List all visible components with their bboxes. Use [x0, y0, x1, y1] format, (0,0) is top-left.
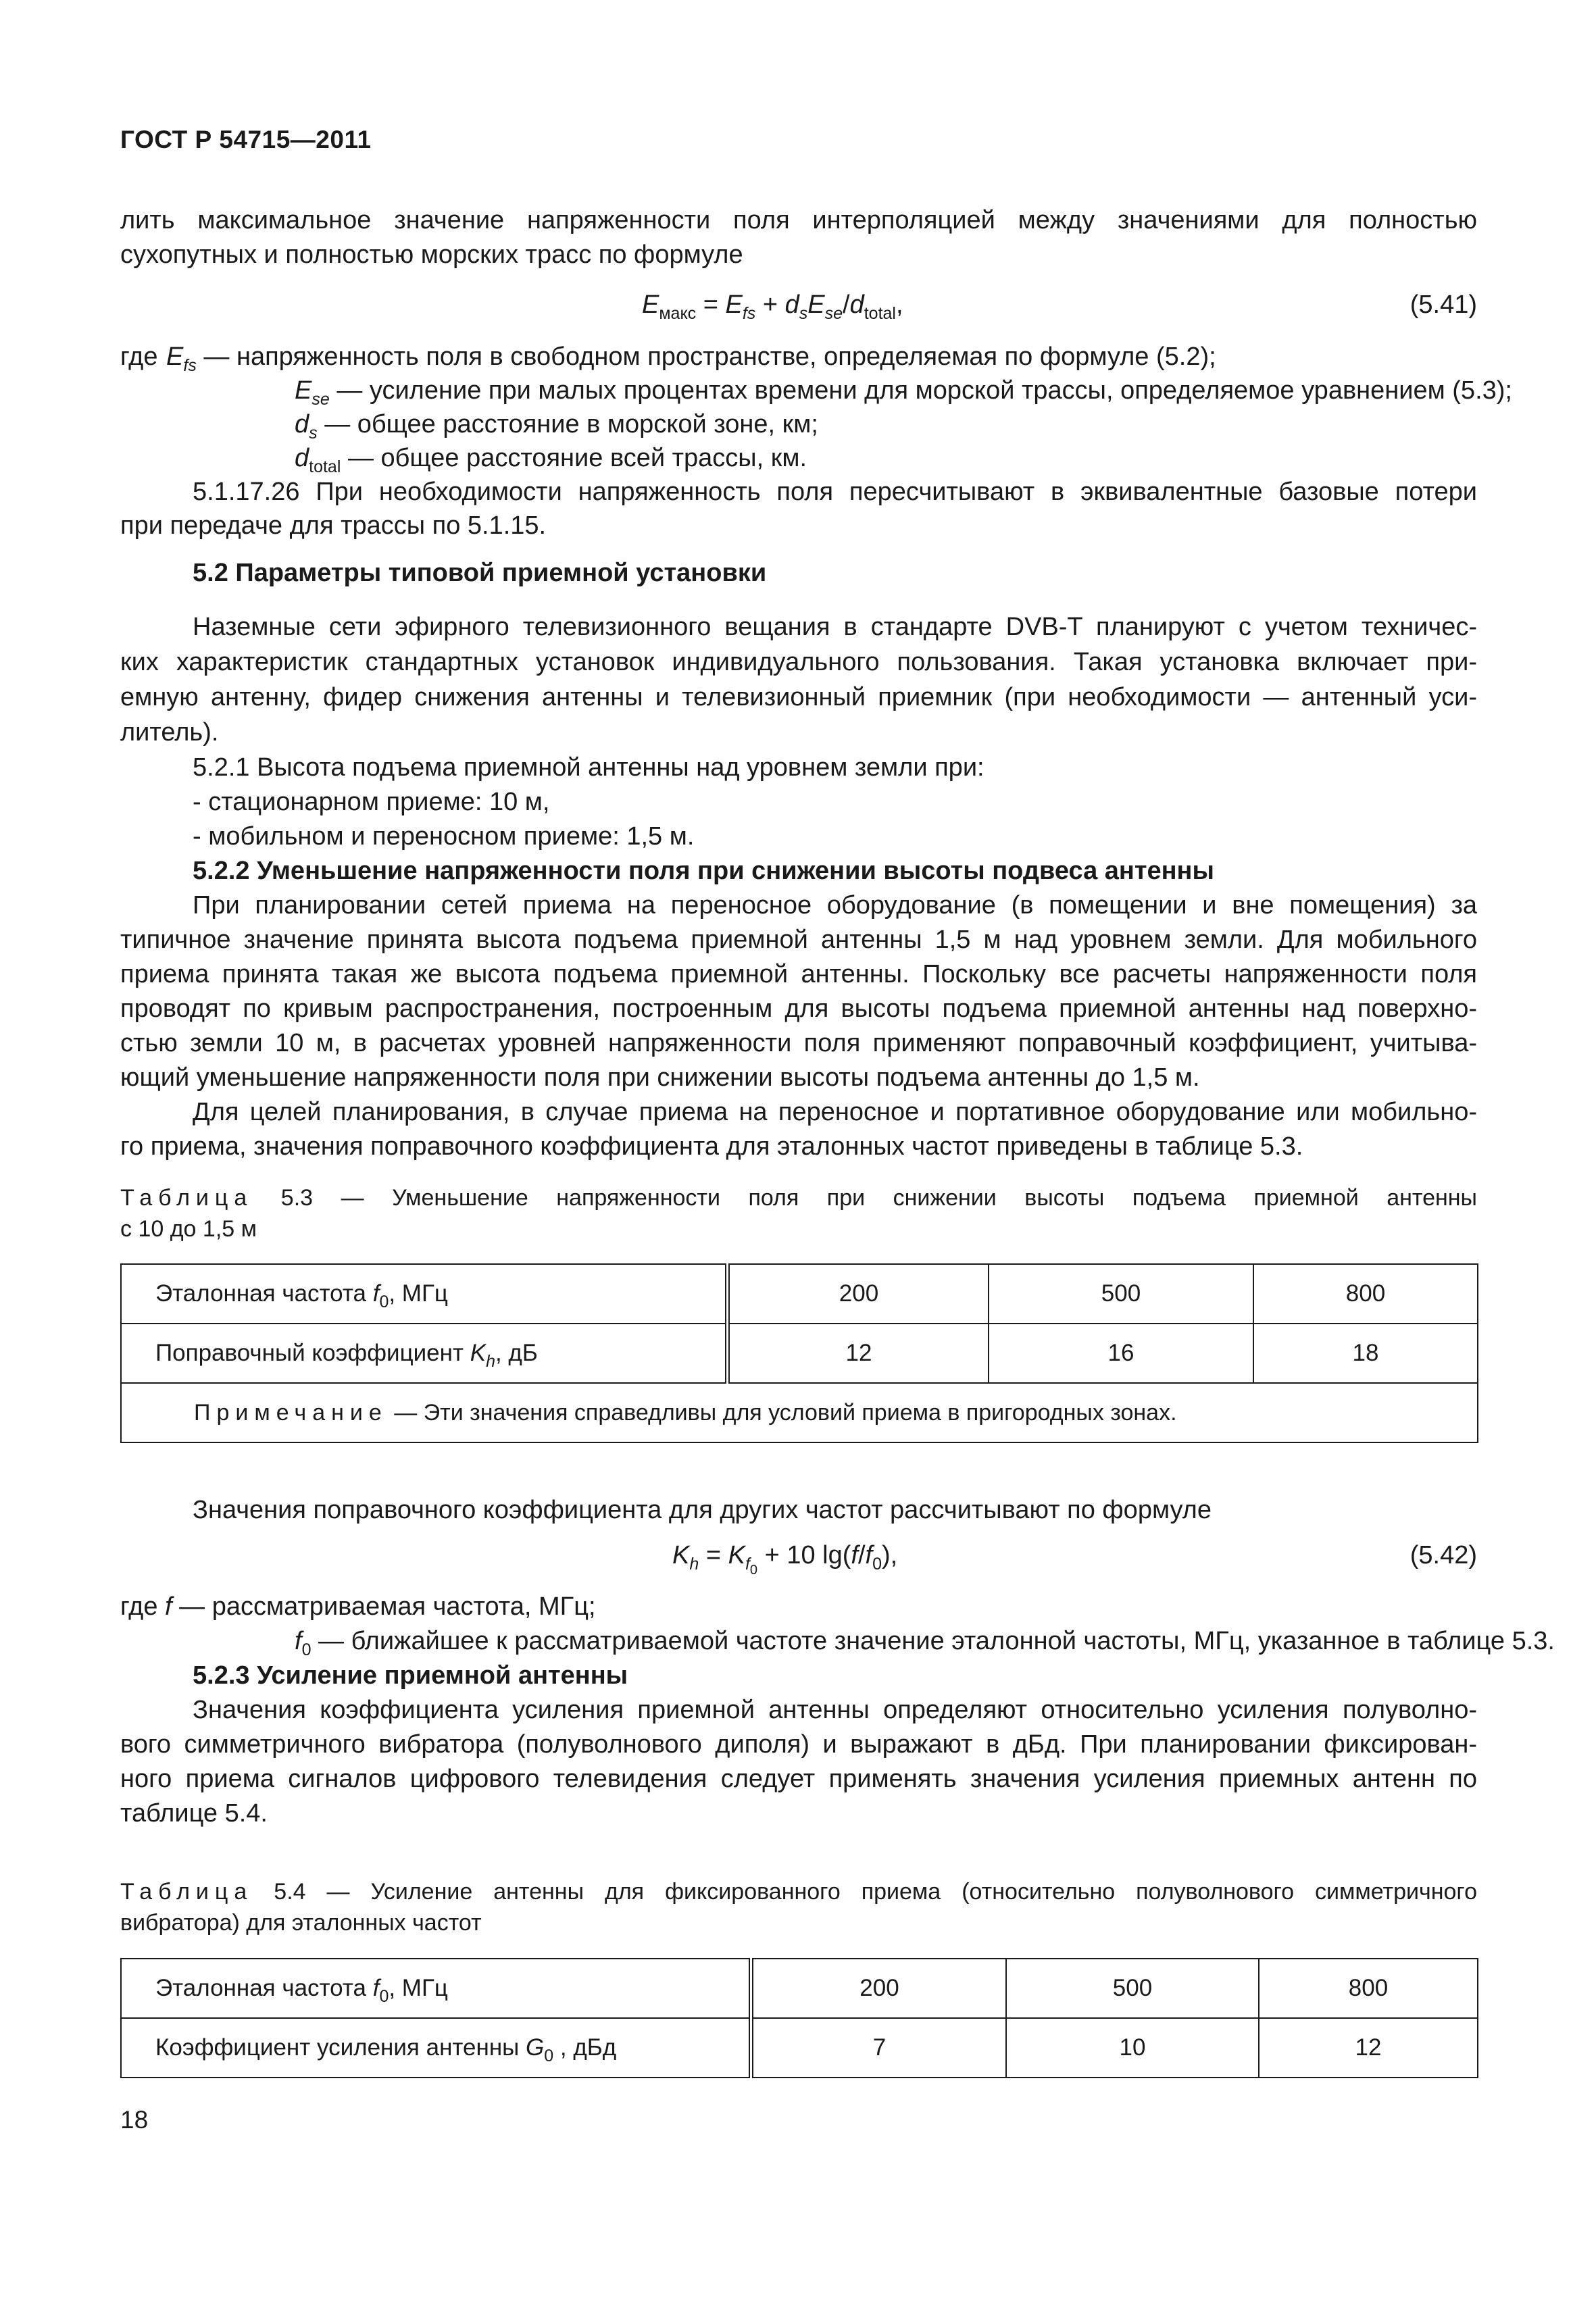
table-cell: 7 [751, 2018, 1007, 2078]
paragraph-line: Значения поправочного коэффициента для других частот рассчитывают по формуле [193, 1496, 1212, 1524]
paragraph-line: сухопутных и полностью морских трасс по формуле [120, 241, 743, 269]
table-cell: 800 [1259, 1959, 1478, 2018]
paragraph-line: 5.2.1 Высота подъема приемной антенны над уровнем земли при: [193, 753, 984, 782]
section-heading: 5.2 Параметры типовой приемной установки [193, 559, 767, 587]
paragraph-line: литель). [120, 718, 219, 747]
paragraph-line: го приема, значения поправочного коэффициента для эталонных частот приведены в таблице 5.3. [120, 1132, 1303, 1161]
table-5-3 [120, 1263, 1478, 1443]
table-row [121, 1383, 1478, 1442]
table-caption: с 10 до 1,5 м [120, 1216, 257, 1242]
table-cell: 10 [1006, 2018, 1259, 2078]
table-caption: Таблица 5.3 — Уменьшение напряженности поля при снижении высоты подъема приемной антенны [120, 1185, 1477, 1211]
definition-line: $d_{total}$ — общее расстояние всей трассы, км. [295, 444, 807, 476]
table-cell: 12 [728, 1324, 989, 1383]
paragraph-line: При планировании сетей приема на переносное оборудование (в помещении и вне помещения) за [193, 891, 1477, 920]
table-row [121, 1324, 1478, 1383]
paragraph-line: ного приема сигналов цифрового телевидения следует применять значения усиления приемных антенн по [120, 1765, 1477, 1793]
table-cell: Эталонная частота $f_0$, МГц [121, 1264, 728, 1324]
table-note: Примечание — Эти значения справедливы для условий приема в пригородных зонах. [121, 1383, 1478, 1442]
paragraph-line: 5.1.17.26 При необходимости напряженность поля пересчитывают в эквивалентные базовые потери [193, 478, 1477, 506]
paragraph-line: таблице 5.4. [120, 1799, 268, 1828]
equation-5-42: $K_h = K_{f_0} + 10$ $\lg(f/f_0)$, [672, 1541, 898, 1578]
paragraph-line: проводят по кривым распространения, построенным для высоты подъема приемной антенны над поверхно- [120, 995, 1477, 1023]
section-heading: 5.2.3 Усиление приемной антенны [193, 1661, 628, 1690]
paragraph-line: стью земли 10 м, в расчетах уровней напряженности поля применяют поправочный коэффициент, учитыва- [120, 1029, 1477, 1057]
table-caption: Таблица 5.4 — Усиление антенны для фиксированного приема (относительно полуволнового симметричного [120, 1879, 1477, 1905]
table-cell: 500 [1006, 1959, 1259, 2018]
table-row [121, 2018, 1478, 2078]
paragraph-line: лить максимальное значение напряженности поля интерполяцией между значениями для полностью [120, 206, 1477, 234]
paragraph-line: емную антенну, фидер снижения антенны и телевизионный приемник (при необходимости — антенный уси- [120, 683, 1477, 711]
paragraph-line: Значения коэффициента усиления приемной антенны определяют относительно усиления полуволно- [193, 1696, 1477, 1724]
paragraph-line: вого симметричного вибратора (полуволнового диполя) и выражают в дБд. При планировании фиксирован- [120, 1730, 1477, 1759]
table-cell: Эталонная частота $f_0$, МГц [121, 1959, 751, 2018]
table-row [121, 1959, 1478, 2018]
table-5-4 [120, 1958, 1478, 2078]
table-row [121, 1264, 1478, 1324]
table-caption: вибратора) для эталонных частот [120, 1910, 482, 1936]
list-item: - мобильном и переносном приеме: 1,5 м. [193, 822, 695, 851]
list-item: - стационарном приеме: 10 м, [193, 788, 550, 816]
paragraph-line: при передаче для трассы по 5.1.15. [120, 511, 547, 540]
paragraph-line: Наземные сети эфирного телевизионного вещания в стандарте DVB-T планируют с учетом техничес- [193, 613, 1477, 641]
table-cell: 200 [728, 1264, 989, 1324]
table-cell: 18 [1253, 1324, 1478, 1383]
table-cell: Поправочный коэффициент $K_h$, дБ [121, 1324, 728, 1383]
equation-5-41: $E_{макс} = E_{fs} + d_sE_{se}/d_{total}$, [642, 291, 903, 323]
table-cell: 16 [989, 1324, 1253, 1383]
section-heading: 5.2.2 Уменьшение напряженности поля при снижении высоты подвеса антенны [193, 857, 1214, 885]
equation-number: (5.42) [1410, 1541, 1477, 1569]
paragraph-line: типичное значение принята высота подъема приемной антенны 1,5 м над уровнем земли. Для мобильного [120, 926, 1477, 954]
table-cell: 12 [1259, 2018, 1478, 2078]
paragraph-line: ких характеристик стандартных установок индивидуального пользования. Такая установка включает при- [120, 648, 1477, 676]
table-cell: 200 [751, 1959, 1007, 2018]
table-cell: 800 [1253, 1264, 1478, 1324]
paragraph-line: Для целей планирования, в случае приема на переносное и портативное оборудование или мобильно- [193, 1098, 1477, 1126]
definition-line: $E_{se}$ — усиление при малых процентах времени для морской трассы, определяемое уравнением (5.3); [295, 376, 1512, 409]
paragraph-line: ющий уменьшение напряженности поля при снижении высоты подъема антенны до 1,5 м. [120, 1063, 1200, 1092]
definition-line: где f — рассматриваемая частота, МГц; [120, 1592, 596, 1621]
document-header: ГОСТ Р 54715—2011 [120, 126, 372, 153]
page-number: 18 [120, 2106, 149, 2134]
equation-number: (5.41) [1410, 291, 1477, 319]
paragraph-line: приема принята такая же высота подъема приемной антенны. Поскольку все расчеты напряженности поля [120, 960, 1477, 988]
definition-line: $f_0$ — ближайшее к рассматриваемой частоте значение эталонной частоты, МГц, указанное в таблице 5.3. [295, 1627, 1555, 1659]
table-cell: Коэффициент усиления антенны $G_0$ , дБд [121, 2018, 751, 2078]
definition-line: $d_s$ — общее расстояние в морской зоне, км; [295, 410, 818, 443]
definition-line: где $E_{fs}$ — напряженность поля в свободном пространстве, определяемая по формуле (5.2); [120, 343, 1216, 375]
table-cell: 500 [989, 1264, 1253, 1324]
